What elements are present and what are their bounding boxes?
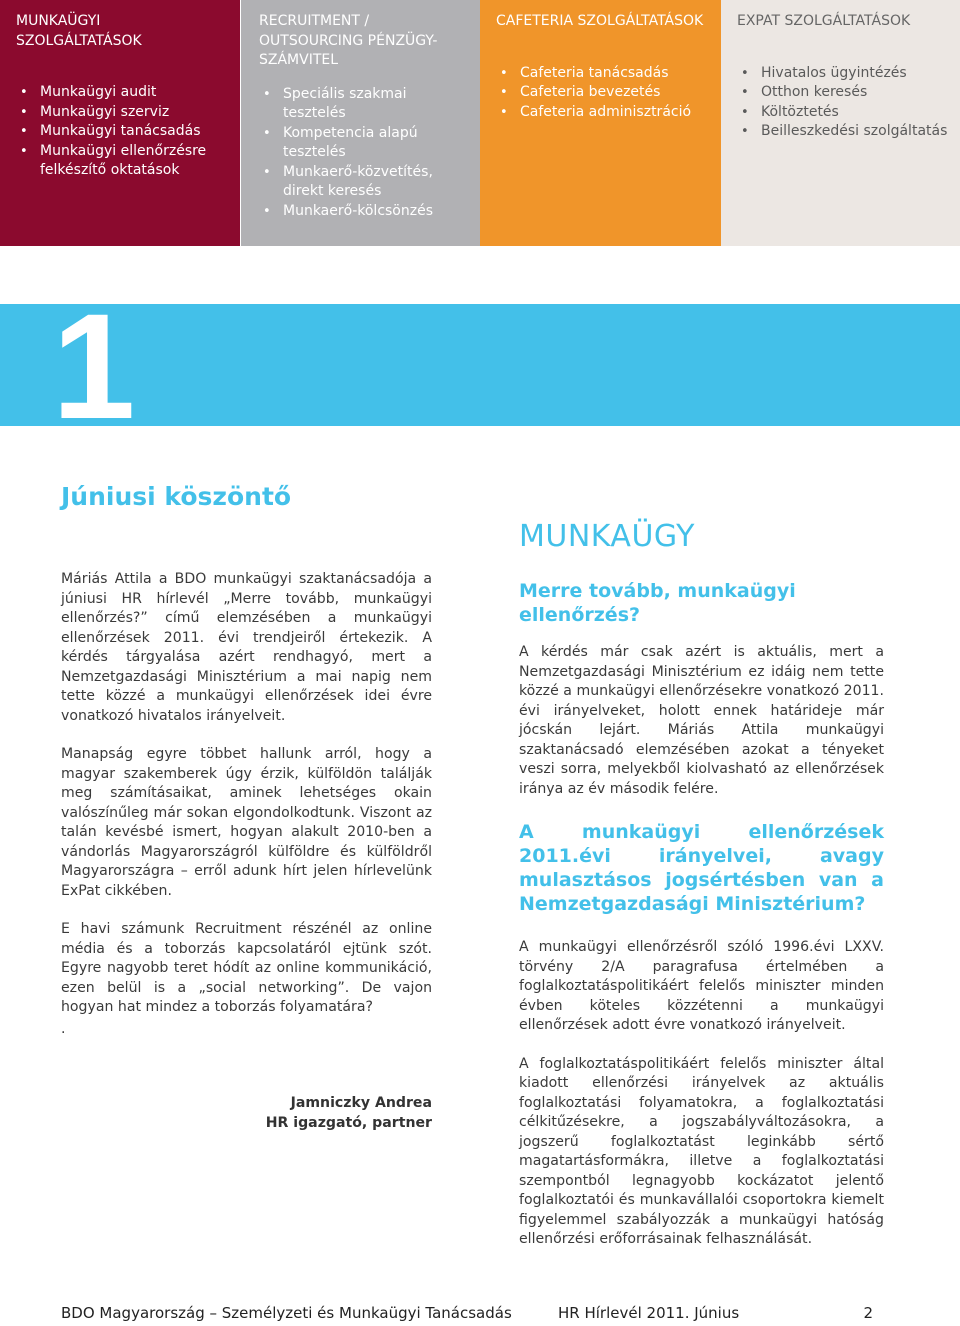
service-item: • Cafeteria tanácsadás	[496, 64, 709, 84]
service-item: • Otthon keresés	[737, 83, 948, 103]
column-title: EXPAT SZOLGÁLTATÁSOK	[737, 13, 911, 29]
chapter-number: 1	[52, 282, 136, 450]
column-title: RECRUITMENT / OUTSOURCING PÉNZÜGY-SZÁMVITEL	[259, 13, 438, 68]
page-number: 2	[863, 1304, 873, 1322]
article-column	[519, 518, 884, 1250]
signature-block	[250, 1094, 432, 1133]
service-list	[259, 85, 468, 222]
section-heading: MUNKAÜGY	[519, 519, 695, 554]
service-list	[496, 64, 709, 123]
service-column-cafeteria	[480, 0, 721, 246]
chapter-banner	[0, 304, 960, 426]
service-item: • Munkaügyi audit	[16, 83, 228, 103]
service-list	[737, 64, 948, 142]
service-list	[16, 83, 228, 181]
intro-paragraph: E havi számunk Recruitment részénél az online média és a toborzás kapcsolatáról ejtünk szót. Egyre nagyobb teret hódít az online kommunikáció, ezen belül is a „social networking”. De vajon hogyan hat mindez a toborzás folyamatára?	[61, 921, 432, 1015]
article-paragraph: A munkaügyi ellenőrzésről szóló 1996.évi LXXV. törvény 2/A paragrafusa értelmében a foglalkoztatáspolitikáért felelős miniszter minden évben köteles közzétenni a munkaügyi ellenőrzések adott évre vonatkozó irányelveit.	[519, 939, 884, 1033]
article-paragraph: A kérdés már csak azért is aktuális, mert a Nemzetgazdasági Minisztérium ez idáig nem tette közzé a munkaügyi ellenőrzésekre vonatkozó 2011. évi irányelveket, holott ennek határideje már jócskán lejárt. Máriás Attila munkaügyi szaktanácsadó elemzésében azokat a tényeket veszi sorra, melyekből kiolvasható az ellenőrzések iránya az év második felére.	[519, 644, 884, 797]
footer-company: BDO Magyarország – Személyzeti és Munkaügyi Tanácsadás	[61, 1304, 512, 1322]
service-item: • Munkaerő-kölcsönzés	[259, 202, 468, 222]
service-item: • Munkaügyi tanácsadás	[16, 122, 228, 142]
service-item: • Hivatalos ügyintézés	[737, 64, 948, 84]
service-item: • Speciális szakmai tesztelés	[259, 85, 468, 124]
footer-newsletter: HR Hírlevél 2011. Június	[558, 1304, 740, 1322]
service-item: • Kompetencia alapú tesztelés	[259, 124, 468, 163]
service-column-recruitment	[240, 0, 480, 246]
signature-name: Jamniczky Andrea	[290, 1095, 432, 1111]
service-item: • Cafeteria adminisztráció	[496, 103, 709, 123]
intro-paragraph: Máriás Attila a BDO munkaügyi szaktanácsadója a júniusi HR hírlevél „Merre tovább, munkaügyi ellenőrzés?” című elemzésében a munkaügyi ellenőrzések 2011. évi trendjeiről értekezik. A kérdés tárgyalása azért rendhagyó, mert a Nemzetgazdasági Minisztérium a mai napig nem tette közzé a munkaügyi ellenőrzések idei évre vonatkozó hivatalos irányelveit.	[61, 571, 432, 724]
services-header-row	[0, 0, 960, 246]
trailing-dot: .	[61, 1020, 66, 1037]
service-item: • Munkaügyi ellenőrzésre felkészítő oktatások	[16, 142, 228, 181]
service-column-expat	[721, 0, 960, 246]
service-item: • Munkaügyi szerviz	[16, 103, 228, 123]
article-paragraph: A foglalkoztatáspolitikáért felelős miniszter által kiadott ellenőrzési irányelvek az aktuális foglalkoztatási folyamatokra, a foglalkoztatási célkitűzésekre, a jogszabályváltozásokra, a jogszerű foglalkoztatást leginkább sértő magatartásformákra, illetve a foglalkoztatási szempontból legnagyobb kockázatot jelentő foglalkoztatói és munkavállalói csoportokra kiemelt figyelemmel szabályozzák a munkaügyi hatóság ellenőrzési erőforrásainak felhasználását.	[519, 1055, 884, 1247]
intro-paragraph: Manapság egyre többet hallunk arról, hogy a magyar szakemberek úgy érzik, külföldön találják meg számításaikat, aminek lehetséges okain valószínűleg már sokan elgondolkodtunk. Viszont az talán kevésbé ismert, hogyan alakult 2010-ben a vándorlás Magyarországról külföldre és külföldről Magyarországra – erről adunk hírt jelen hírlevelünk ExPat cikkében.	[61, 746, 432, 899]
article-subheading: A munkaügyi ellenőrzések 2011.évi irányelvei, avagy mulasztásos jogsértésben van a Nemzetgazdasági Minisztérium?	[519, 821, 884, 915]
article-title: Merre tovább, munkaügyi ellenőrzés?	[519, 580, 796, 626]
column-title: MUNKAÜGYI SZOLGÁLTATÁSOK	[16, 13, 142, 49]
signature-role: HR igazgató, partner	[265, 1114, 432, 1131]
service-item: • Munkaerő-közvetítés, direkt keresés	[259, 163, 468, 202]
intro-column	[61, 480, 432, 1039]
service-column-munkaugyi	[0, 0, 240, 246]
service-item: • Költöztetés	[737, 103, 948, 123]
intro-title: Júniusi köszöntő	[61, 482, 292, 511]
column-title: CAFETERIA SZOLGÁLTATÁSOK	[496, 13, 704, 29]
service-item: • Cafeteria bevezetés	[496, 83, 709, 103]
service-item: • Beilleszkedési szolgáltatás	[737, 122, 948, 142]
